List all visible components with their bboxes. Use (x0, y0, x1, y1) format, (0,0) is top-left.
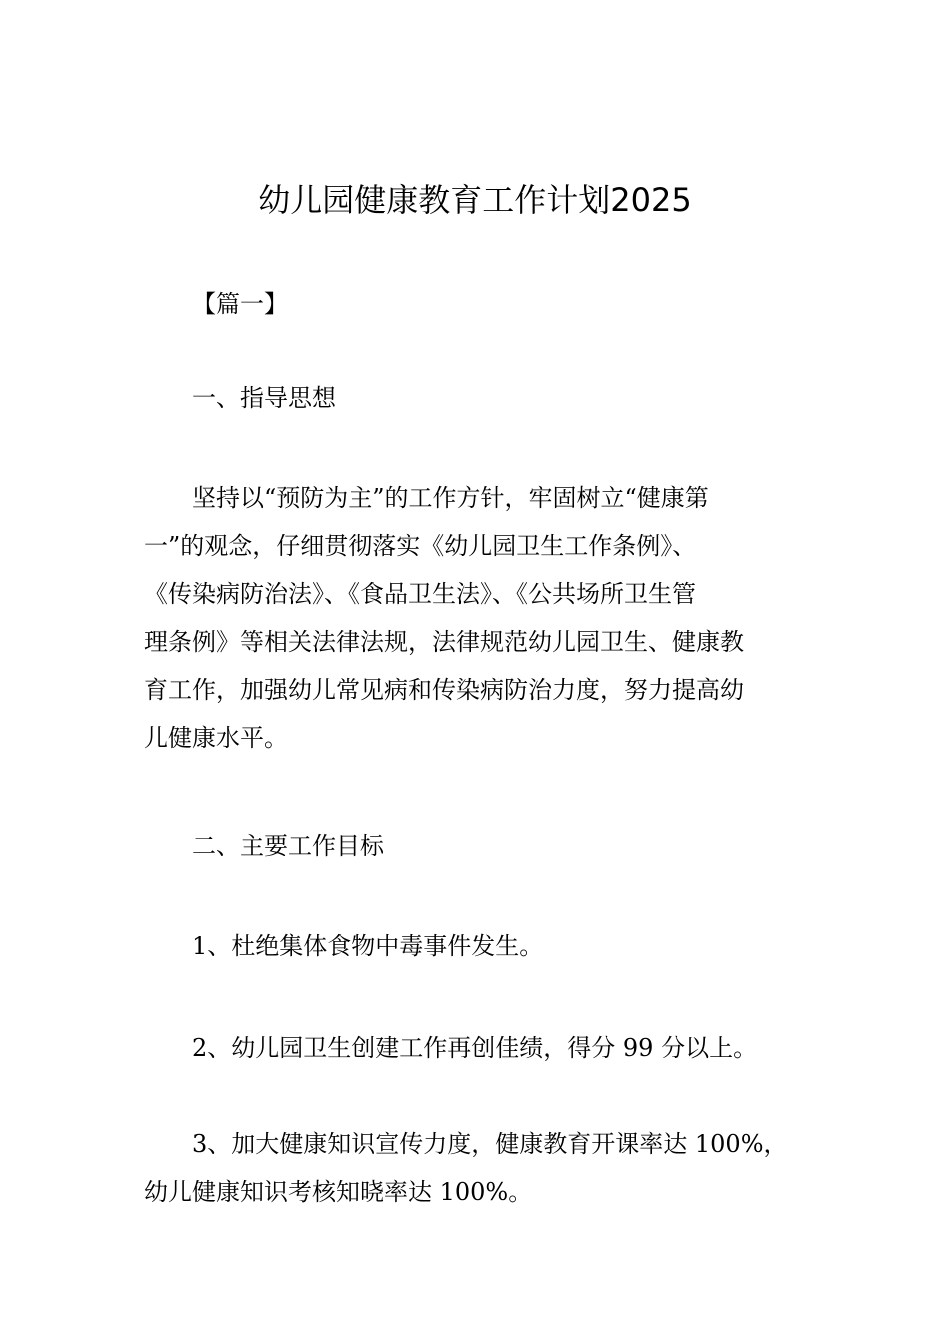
goal-item-3 (144, 1120, 808, 1216)
paragraph-line: 育工作，加强幼儿常见病和传染病防治力度，努力提高幼 (144, 676, 744, 704)
section-label: 【篇一】 (192, 290, 288, 318)
paragraph-line: 《传染病防治法》、《食品卫生法》、《公共场所卫生管 (144, 580, 696, 608)
paragraph-line: 儿健康水平。 (144, 724, 288, 752)
goal-item-2: 2、幼儿园卫生创建工作再创佳绩，得分 99 分以上。 (192, 1034, 758, 1062)
goal-item-1: 1、杜绝集体食物中毒事件发生。 (192, 932, 544, 960)
paragraph-guiding-ideology (144, 474, 808, 762)
paragraph-line: 3、加大健康知识宣传力度，健康教育开课率达 100%， (192, 1130, 788, 1158)
paragraph-line: 坚持以“预防为主”的工作方针，牢固树立“健康第 (192, 484, 709, 512)
paragraph-line: 理条例》等相关法律法规，法律规范幼儿园卫生、健康教 (144, 628, 744, 656)
paragraph-line: 幼儿健康知识考核知晓率达 100%。 (144, 1178, 533, 1206)
paragraph-line: 一”的观念，仔细贯彻落实《幼儿园卫生工作条例》、 (144, 532, 697, 560)
heading-guiding-ideology: 一、指导思想 (192, 384, 336, 412)
heading-main-goals: 二、主要工作目标 (192, 832, 384, 860)
document-title: 幼儿园健康教育工作计划2025 (258, 181, 692, 219)
